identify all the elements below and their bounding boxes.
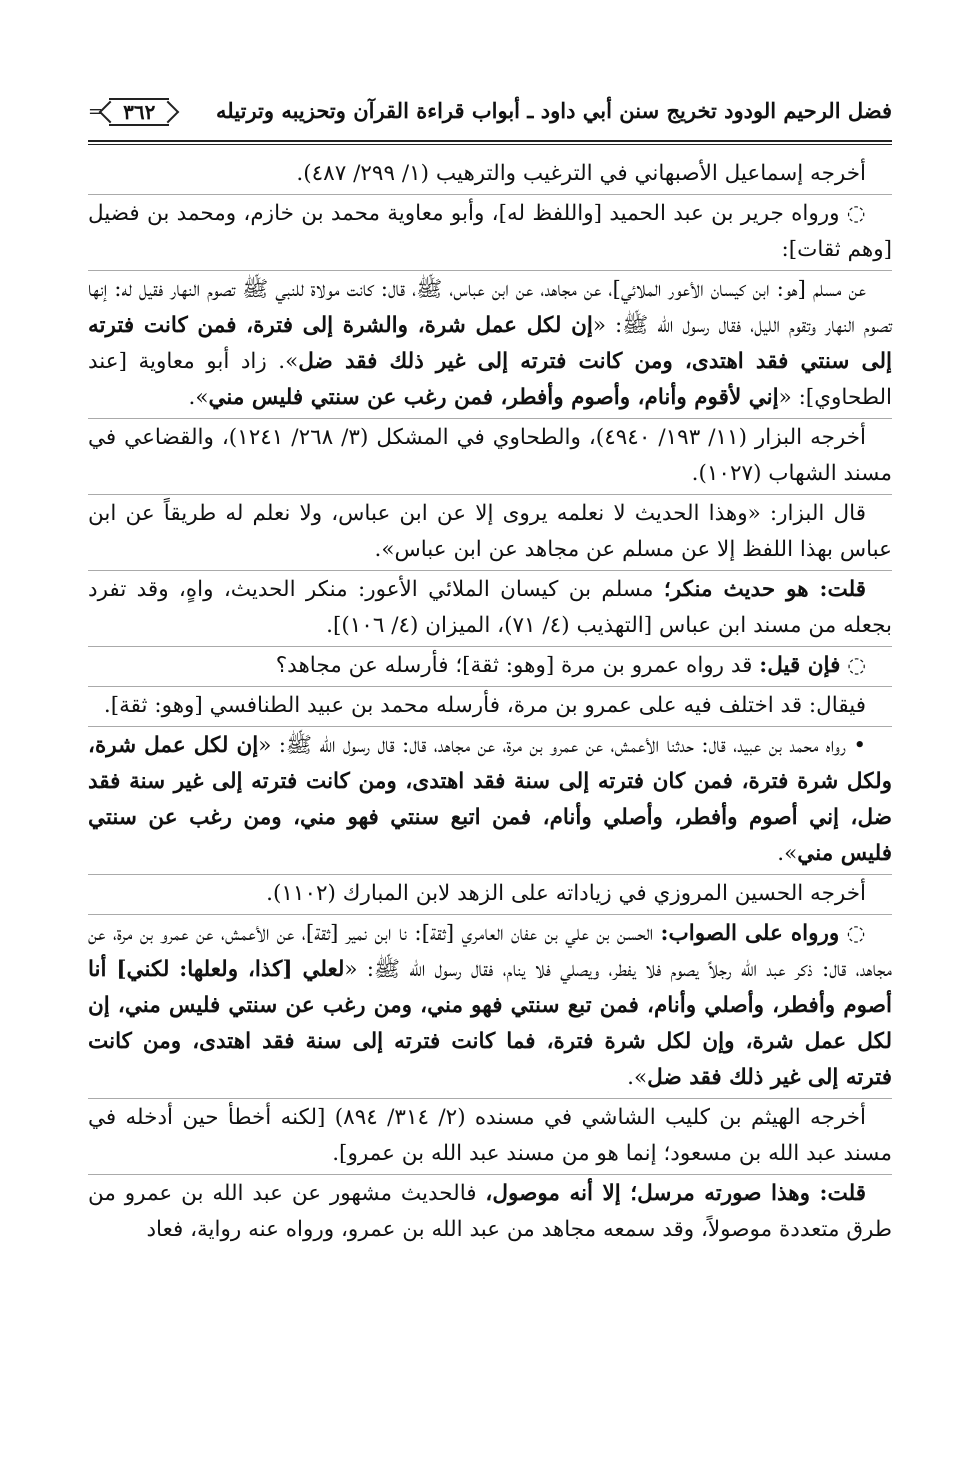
text-segment: أخرجه الحسين المروزي في زياداته على الزهد لابن المبارك (١١٠٢).: [266, 881, 866, 906]
bold-text-segment: إني لأقوم وأنام، وأصوم وأفطر، فمن رغب عن سنتي فليس مني: [208, 385, 779, 410]
header-dash: =: [88, 101, 104, 122]
paragraph-separator: [88, 270, 892, 271]
text-segment: ◌: [839, 921, 866, 946]
paragraph: [88, 688, 892, 724]
paragraph-separator: [88, 646, 892, 647]
paragraph: [88, 572, 892, 644]
paragraph: [88, 272, 892, 416]
paragraph-separator: [88, 914, 892, 915]
header-rule-thin: [88, 144, 892, 145]
running-header: [88, 96, 892, 140]
header-title: فضل الرحيم الودود تخريج سنن أبي داود ـ أبواب قراءة القرآن وتحزيبه وترتيله: [216, 98, 892, 123]
text-segment: ◌ ورواه جرير بن عبد الحميد [واللفظ له]، وأبو معاوية محمد بن خازم، ومحمد بن فضيل [وهم ثقات]:: [88, 201, 892, 262]
bold-text-segment: قلت: وهذا صورته مرسل؛ إلا أنه موصول،: [485, 1181, 866, 1206]
paragraph: [88, 196, 892, 268]
bold-text-segment: إن لكل عمل شرة، ولكل شرة فترة، فمن كان فترته إلى سنة فقد اهتدى، ومن كانت فترته إلى غير سنة فقد ضل، إني أصوم وأفطر، وأصلي وأنام، فمن اتبع سنتي فهو مني، ومن رغب عن سنتي فليس مني: [88, 733, 892, 866]
paragraph-separator: [88, 1098, 892, 1099]
paragraph: [88, 496, 892, 568]
text-segment: ». زاد أبو معاوية [عند الطحاوي]: «: [88, 349, 892, 410]
paragraph: [88, 156, 892, 192]
text-segment: أخرجه إسماعيل الأصبهاني في الترغيب والترهيب (١/ ٢٩٩/ ٤٨٧).: [296, 161, 866, 186]
bold-text-segment: قلت: هو حديث منكر؛: [663, 577, 867, 602]
paragraph-separator: [88, 418, 892, 419]
text-segment: ◌: [840, 653, 866, 678]
paragraph-separator: [88, 494, 892, 495]
text-segment: ».: [777, 841, 798, 866]
paragraph-separator: [88, 874, 892, 875]
paragraph-separator: [88, 1174, 892, 1175]
text-segment: ».: [627, 1065, 648, 1090]
paragraph-separator: [88, 570, 892, 571]
paragraph-separator: [88, 686, 892, 687]
text-segment: قال البزار: «وهذا الحديث لا نعلمه يروى إلا عن ابن عباس، ولا نعلم له طريقاً عن ابن عباس بهذا اللفظ إلا عن مسلم عن مجاهد عن ابن عباس».: [88, 501, 892, 562]
bold-text-segment: ورواه على الصواب:: [660, 921, 840, 946]
paragraph-separator: [88, 726, 892, 727]
text-segment: فالحديث مشهور عن عبد الله بن عمرو من طرق متعددة موصولاً، وقد سمعه مجاهد من عبد الله بن عمرو، ورواه عنه رواية، فعاد: [88, 1181, 892, 1242]
bold-text-segment: فإن قيل:: [759, 653, 841, 678]
text-segment: فيقال: قد اختلف فيه على عمرو بن مرة، فأرسله محمد بن عبيد الطنافسي [وهو: ثقة].: [103, 693, 866, 718]
paragraph: [88, 648, 892, 684]
paragraph: [88, 876, 892, 912]
body-text: [88, 156, 892, 1248]
bold-text-segment: لعلي [كذا، ولعلها: لكني] أنا أصوم وأفطر، وأصلي وأنام، فمن تبع سنتي فهو مني، ومن رغب عن سنتي فليس مني، إن لكل عمل شرة، وإن لكل شرة فترة، فما كانت فترته إلى سنة فقد اهتدى، ومن كانت فترته إلى غير ذلك فقد ضل: [88, 957, 892, 1090]
text-segment: قد رواه عمرو بن مرة [وهو: ثقة]؛ فأرسله عن مجاهد؟: [275, 653, 760, 678]
paragraph: [88, 728, 892, 872]
paragraph: [88, 1100, 892, 1172]
bold-text-segment: إن لكل عمل شرة، والشرة إلى فترة، فمن كانت فترته إلى سنتي فقد اهتدى، ومن كانت فترته إلى غير ذلك فقد ضل: [88, 313, 892, 374]
paragraph: [88, 420, 892, 492]
text-segment: • رواه محمد بن عبيد، قال: حدثنا الأعمش، عن عمرو بن مرة، عن مجاهد، قال: قال رسول الله ﷺ: «: [258, 733, 867, 758]
text-segment: عن مسلم [هو: ابن كيسان الأعور الملائي]، عن مجاهد، عن ابن عباس، ﷺ، قال: كانت مولاة للنبي ﷺ تصوم النهار فقيل له: إنها تصوم النهار وتقوم الليل، فقال رسول الله ﷺ: «: [88, 277, 892, 338]
paragraph: [88, 1176, 892, 1248]
paragraph-separator: [88, 194, 892, 195]
header-rule: [88, 140, 892, 142]
text-segment: أخرجه البزار (١١/ ١٩٣/ ٤٩٤٠)، والطحاوي في المشكل (٣/ ٢٦٨/ ١٢٤١)، والقضاعي في مسند الشهاب (١٠٢٧).: [88, 425, 892, 486]
page-number: ٣٦٢: [109, 98, 169, 126]
text-segment: مسلم بن كيسان الملائي الأعور: منكر الحديث، واهٍ، وقد تفرد بجعله من مسند ابن عباس [التهذيب (٤/ ٧١)، الميزان (٤/ ١٠٦)].: [88, 577, 892, 638]
text-segment: الحسن بن علي بن عفان العامري [ثقة]: نا ابن نمير [ثقة]، عن الأعمش، عن عمرو بن مرة، عن مجاهد، قال: ذكر عبد الله رجلاً يصوم فلا يفطر، ويصلي فلا ينام، فقال رسول الله ﷺ: «: [88, 921, 892, 982]
paragraph: [88, 916, 892, 1096]
text-segment: ».: [188, 385, 209, 410]
page-number-box: [88, 98, 169, 126]
text-segment: أخرجه الهيثم بن كليب الشاشي في مسنده (٢/ ٣١٤/ ٨٩٤) [لكنه أخطأ حين أدخله في مسند عبد الله بن مسعود؛ إنما هو من مسند عبد الله بن عمرو].: [88, 1105, 892, 1166]
